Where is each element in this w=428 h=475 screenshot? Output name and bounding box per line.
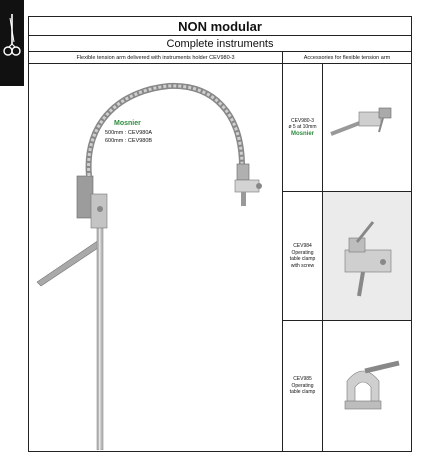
accessory-code: CEV984	[293, 243, 312, 249]
accessory-code: CEV985	[293, 376, 312, 383]
accessory-image	[323, 321, 411, 451]
table-clamp-with-screw-icon	[323, 192, 411, 321]
page-subtitle: Complete instruments	[29, 36, 411, 52]
spec-600mm: 600mm : CEV980B	[105, 138, 153, 144]
sidebar-tab	[0, 0, 24, 86]
catalog-table	[28, 16, 412, 452]
main-product-cell	[29, 64, 283, 451]
accessory-line: with screw	[290, 262, 315, 269]
accessory-brand: Mosnier	[290, 130, 314, 137]
main-brand-label: Mosnier	[114, 120, 141, 127]
accessory-code: CEV980-3	[290, 117, 315, 124]
instrument-holder-icon	[323, 64, 411, 192]
page-title: NON modular	[29, 17, 411, 36]
accessory-label	[283, 321, 323, 451]
left-column-header: Flexible tension arm delivered with instruments holder CEV980-3	[29, 52, 283, 64]
accessory-line: table clamp	[289, 256, 316, 262]
surgical-scissors-icon	[3, 14, 21, 64]
accessory-line: table clamp	[289, 389, 316, 396]
accessory-size: ø 5 at 10mm	[288, 124, 317, 131]
accessory-label	[283, 64, 323, 191]
accessory-row	[283, 192, 411, 321]
table-clamp-icon	[323, 321, 411, 451]
accessory-image	[323, 64, 411, 191]
accessory-line: Operating	[291, 382, 314, 389]
accessory-row	[283, 321, 411, 451]
flexible-tension-arm-illustration	[29, 64, 282, 450]
accessory-row	[283, 64, 411, 192]
right-column-header: Accessories for flexible tension arm	[283, 52, 411, 64]
accessory-image	[323, 192, 411, 320]
accessory-label	[283, 192, 323, 320]
spec-500mm: 500mm : CEV980A	[105, 130, 153, 136]
accessory-line: Operating	[291, 249, 314, 256]
